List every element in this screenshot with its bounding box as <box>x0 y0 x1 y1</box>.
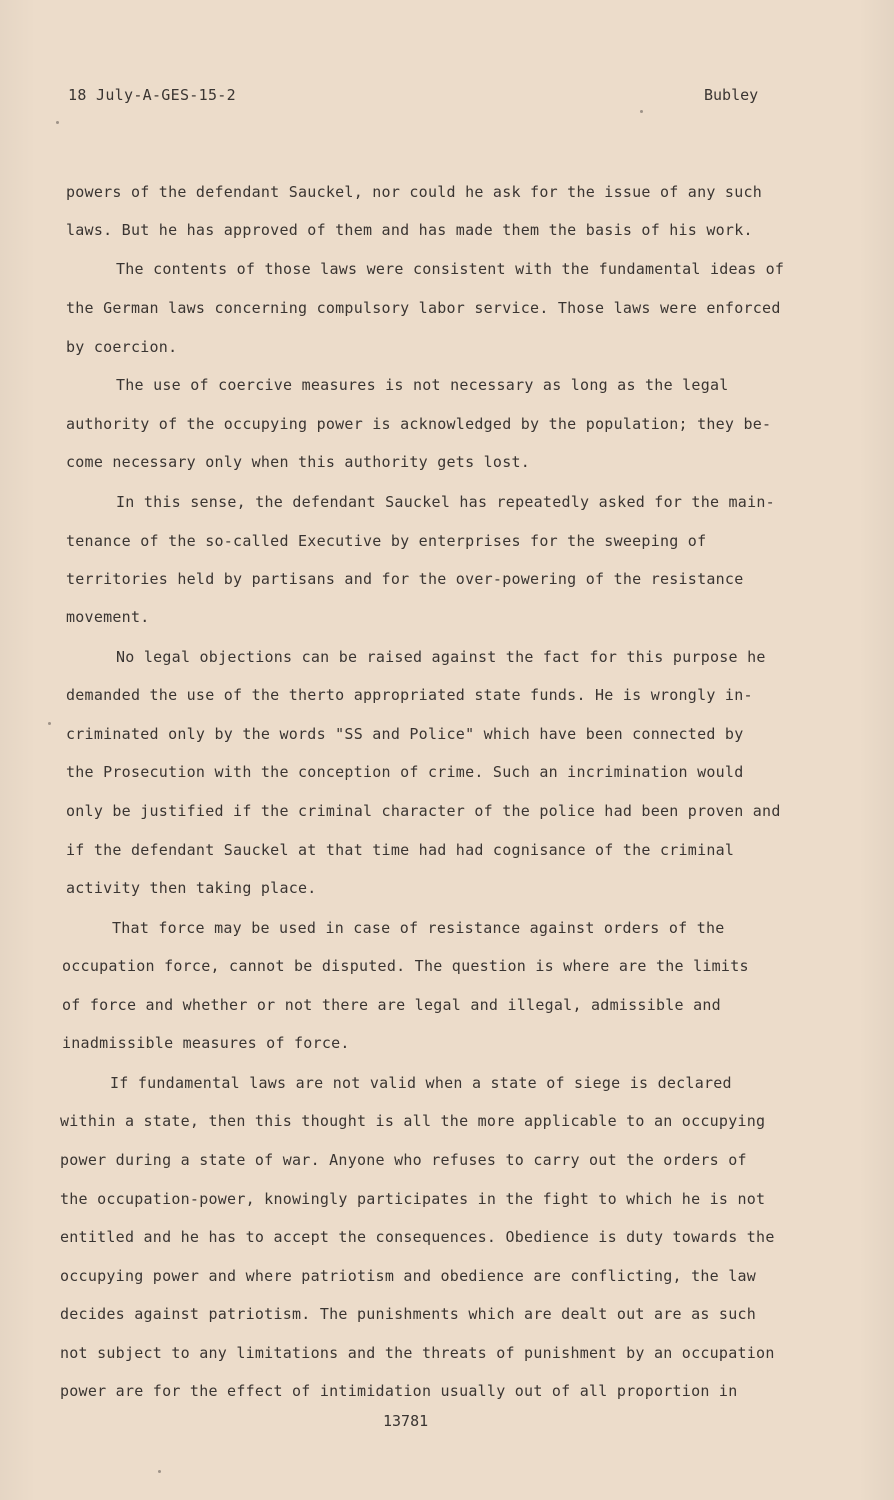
text-line: decides against patriotism. The punishments which are dealt out are as such <box>60 1305 757 1323</box>
text-line: The contents of those laws were consistent with the fundamental ideas of <box>116 260 785 278</box>
text-line: laws. But he has approved of them and has made them the basis of his work. <box>66 221 753 239</box>
text-line: activity then taking place. <box>66 879 317 897</box>
paper-speck <box>640 110 643 113</box>
text-line: power during a state of war. Anyone who refuses to carry out the orders of <box>60 1151 747 1169</box>
text-line: not subject to any limitations and the threats of punishment by an occupation <box>60 1344 775 1362</box>
text-line: criminated only by the words "SS and Police" which have been connected by <box>66 725 744 743</box>
text-line: territories held by partisans and for the over-powering of the resistance <box>66 570 744 588</box>
text-line: inadmissible measures of force. <box>62 1034 350 1052</box>
text-line: of force and whether or not there are legal and illegal, admissible and <box>62 996 721 1014</box>
paper-speck <box>48 722 51 725</box>
text-line: authority of the occupying power is acknowledged by the population; they be- <box>66 415 772 433</box>
text-line: In this sense, the defendant Sauckel has repeatedly asked for the main- <box>116 493 775 511</box>
speaker-name: Bubley <box>704 86 759 104</box>
text-line: powers of the defendant Sauckel, nor could he ask for the issue of any such <box>66 183 763 201</box>
text-line: demanded the use of the therto appropriated state funds. He is wrongly in- <box>66 686 753 704</box>
text-line: the German laws concerning compulsory labor service. Those laws were enforced <box>66 299 781 317</box>
text-line: No legal objections can be raised against the fact for this purpose he <box>116 648 766 666</box>
text-line: movement. <box>66 608 150 626</box>
text-line: occupying power and where patriotism and obedience are conflicting, the law <box>60 1267 757 1285</box>
paper-speck <box>56 121 59 124</box>
text-line: The use of coercive measures is not necessary as long as the legal <box>116 376 729 394</box>
page-number: 13781 <box>383 1412 429 1430</box>
text-line: the occupation-power, knowingly participates in the fight to which he is not <box>60 1190 766 1208</box>
text-line: come necessary only when this authority gets lost. <box>66 453 531 471</box>
text-line: tenance of the so-called Executive by enterprises for the sweeping of <box>66 532 707 550</box>
text-line: if the defendant Sauckel at that time had had cognisance of the criminal <box>66 841 735 859</box>
text-line: only be justified if the criminal character of the police had been proven and <box>66 802 781 820</box>
text-line: occupation force, cannot be disputed. The question is where are the limits <box>62 957 749 975</box>
text-line: within a state, then this thought is all the more applicable to an occupying <box>60 1112 766 1130</box>
text-line: entitled and he has to accept the consequences. Obedience is duty towards the <box>60 1228 775 1246</box>
text-line: the Prosecution with the conception of crime. Such an incrimination would <box>66 763 744 781</box>
paper-speck <box>158 1470 161 1473</box>
text-line: power are for the effect of intimidation usually out of all proportion in <box>60 1382 738 1400</box>
document-reference: 18 July-A-GES-15-2 <box>68 86 236 104</box>
text-line: That force may be used in case of resistance against orders of the <box>112 919 725 937</box>
text-line: If fundamental laws are not valid when a state of siege is declared <box>110 1074 732 1092</box>
text-line: by coercion. <box>66 338 178 356</box>
